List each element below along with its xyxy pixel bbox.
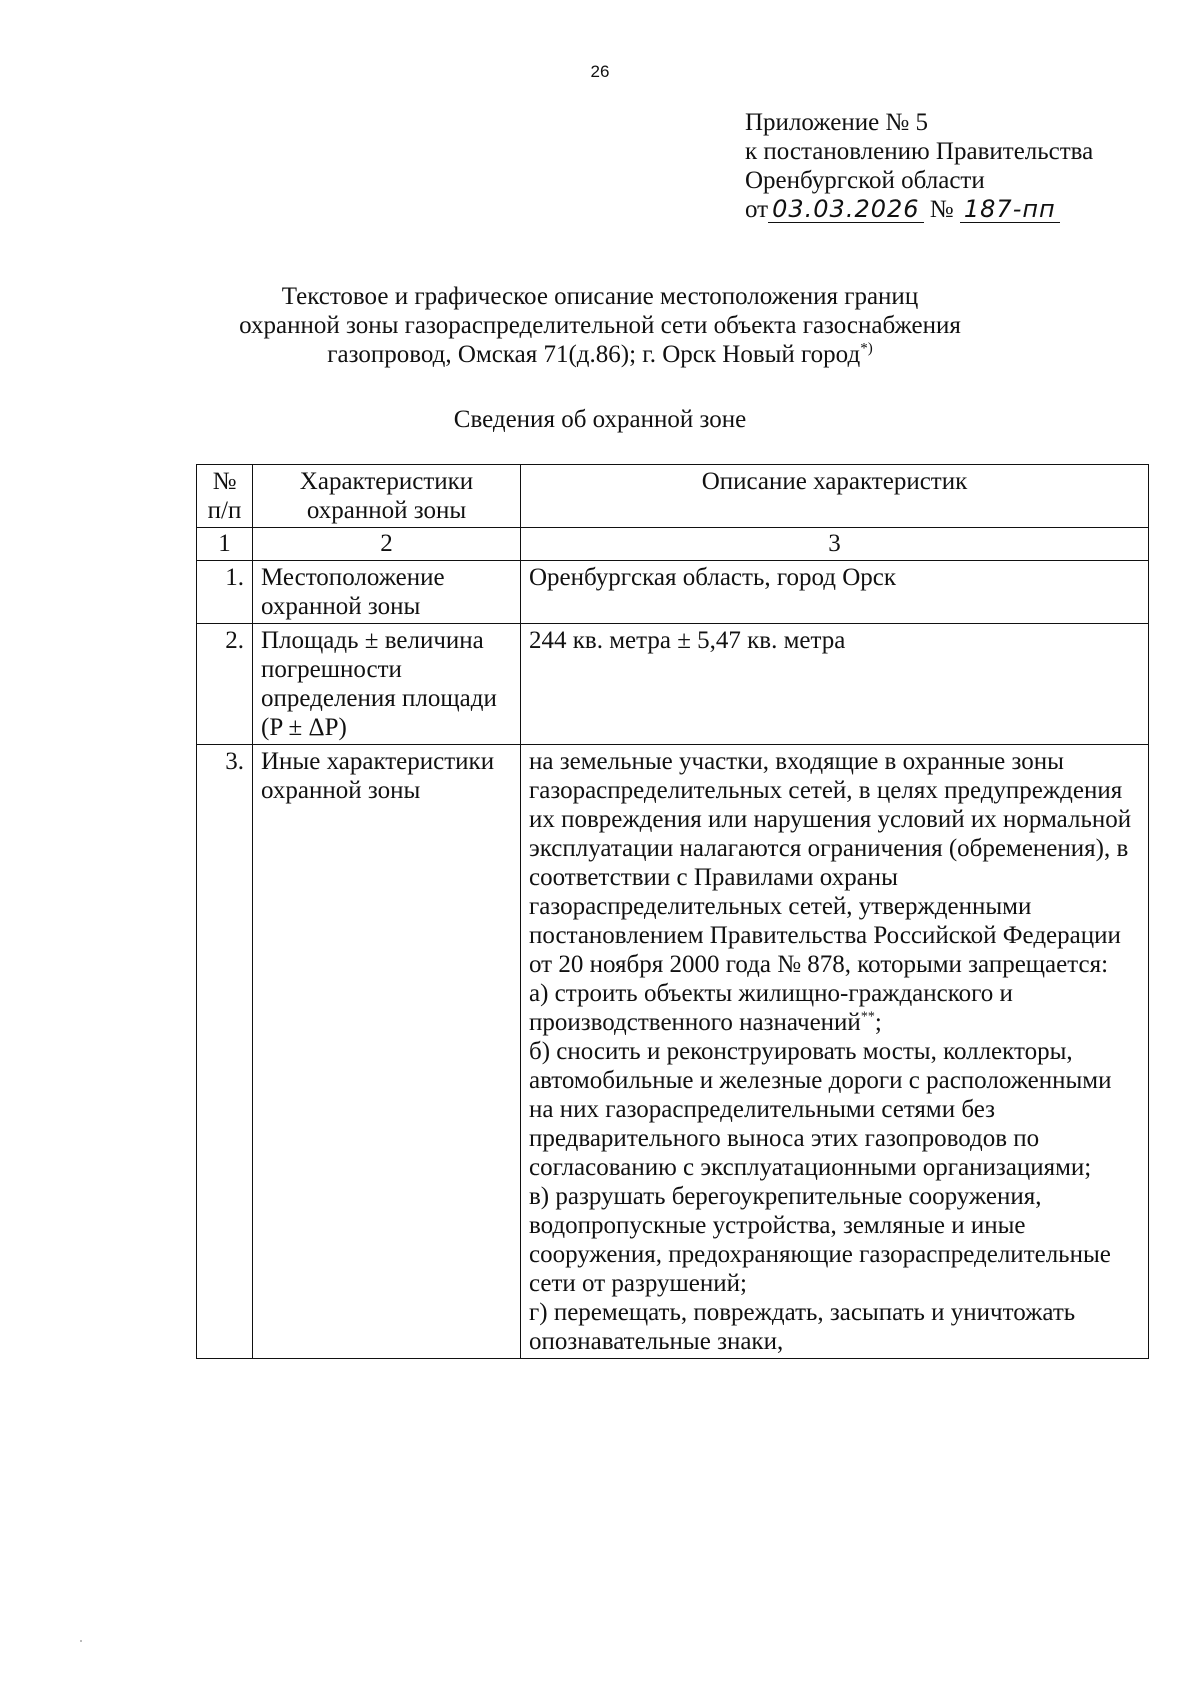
restriction-d: г) перемещать, повреждать, засыпать и уничтожать опознавательные знаки, <box>529 1299 1076 1355</box>
title-line-2: охранной зоны газораспределительной сети объекта газоснабжения <box>239 312 961 339</box>
row-number: 2. <box>197 624 253 745</box>
row-description: Оренбургская область, город Орск <box>521 561 1149 624</box>
title-line-1: Текстовое и графическое описание местоположения границ <box>281 283 919 310</box>
row-number: 1. <box>197 561 253 624</box>
restriction-a-text: а) строить объекты жилищно-гражданского и производственного назначений <box>529 980 1013 1036</box>
protection-zone-table <box>196 464 1149 1359</box>
row-description <box>521 745 1149 1359</box>
row-characteristic: Местоположение охранной зоны <box>253 561 521 624</box>
column-index-row <box>197 528 1149 561</box>
table-row <box>197 745 1149 1359</box>
restriction-c: в) разрушать берегоукрепительные сооружения, водопропускные устройства, земляные и иные <box>529 1183 1042 1239</box>
index-cell: 1 <box>197 528 253 561</box>
date-prefix: от <box>745 196 769 223</box>
appendix-decree: к постановлению Правительства <box>745 138 1094 165</box>
title-line-3-text: газопровод, Омская 71(д.86); г. Орск Новый город <box>327 341 861 368</box>
table-header-row <box>197 465 1149 528</box>
index-cell: 3 <box>521 528 1149 561</box>
appendix-date-number <box>745 195 1093 224</box>
section-subtitle: Сведения об охранной зоне <box>453 406 747 433</box>
restriction-b: б) сносить и реконструировать мосты, коллекторы, автомобильные и железные дороги с расположенными на них газораспределительными сетями без предварительного выноса этих газопроводов по согласованию с эксплуатационными организациями; <box>529 1038 1112 1181</box>
title-footnote-mark: *) <box>860 340 873 357</box>
restriction-footnote-mark: ** <box>860 1009 875 1025</box>
header-description: Описание характеристик <box>521 465 1149 528</box>
title-line-3 <box>0 340 1200 369</box>
header-characteristic: Характеристики охранной зоны <box>253 465 521 528</box>
restriction-a-end: ; <box>874 1009 882 1036</box>
decree-number: 187-пп <box>960 196 1060 223</box>
restriction-c-cont: сооружения, предохраняющие газораспределительные сети от разрушений; <box>529 1241 1111 1297</box>
table-row <box>197 624 1149 745</box>
document-title <box>0 282 1200 369</box>
index-cell: 2 <box>253 528 521 561</box>
table-row <box>197 561 1149 624</box>
page-number: 26 <box>590 62 610 81</box>
row-characteristic: Площадь ± величина погрешности определения площади (P ± ΔP) <box>253 624 521 745</box>
appendix-region: Оренбургской области <box>745 167 985 194</box>
restrictions-intro: на земельные участки, входящие в охранные зоны газораспределительных сетей, в целях предупреждения их повреждения или нарушения условий их нормальной эксплуатации налагаются ограничения (обременения), в соответствии с Правилами охраны газораспределительных сетей, утвержденными постановлением Правительства Российской Федерации от 20 ноября 2000 года № 878, которыми запрещается: <box>529 748 1132 978</box>
scan-artifact <box>80 1640 82 1642</box>
appendix-title: Приложение № 5 <box>745 109 929 136</box>
row-description: 244 кв. метра ± 5,47 кв. метра <box>521 624 1149 745</box>
row-number: 3. <box>197 745 253 1359</box>
number-prefix: № <box>929 196 954 223</box>
decree-date: 03.03.2026 <box>768 196 923 223</box>
header-num: № п/п <box>197 465 253 528</box>
restriction-a <box>529 979 1140 1037</box>
appendix-block <box>745 108 1093 224</box>
row-characteristic: Иные характеристики охранной зоны <box>253 745 521 1359</box>
